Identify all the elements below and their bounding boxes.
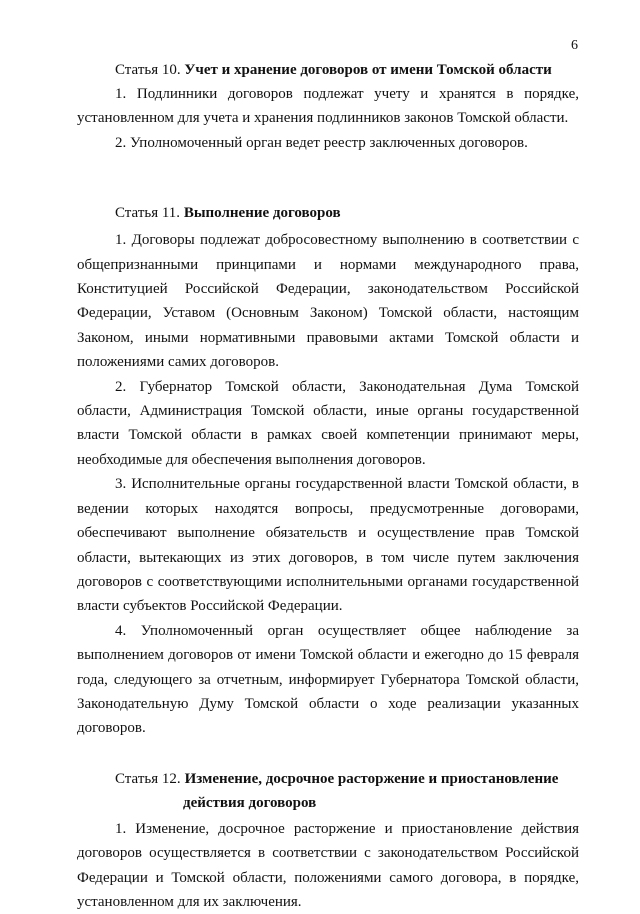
section-spacer xyxy=(77,155,579,201)
article-title: Изменение, досрочное расторжение и приостановление xyxy=(184,770,559,787)
document-body xyxy=(77,58,579,914)
page-number: 6 xyxy=(571,38,578,53)
paragraph: 1. Изменение, досрочное расторжение и приостановление действия договоров осуществляется в соответствии с законодательством Российской Федерации и Томской области, положениями самого договора, в порядке, установленном для их заключения. xyxy=(77,820,579,910)
section-spacer xyxy=(77,741,579,767)
article-title-continuation: действия договоров xyxy=(183,794,317,811)
paragraph: 2. Уполномоченный орган ведет реестр заключенных договоров. xyxy=(115,134,528,151)
article-number: Статья 11. xyxy=(115,205,181,222)
article-12 xyxy=(77,767,579,914)
article-heading xyxy=(77,767,579,791)
article-10 xyxy=(77,58,579,155)
paragraph: 1. Договоры подлежат добросовестному выполнению в соответствии с общепризнанными принципами и нормами международного права, Конституцией Российской Федерации, законодательством Российской Федерации, Уставом (Основным Законом) Томской области, настоящим Законом, иными нормативными правовыми актами Томской области и положениями самих договоров. xyxy=(77,232,579,371)
paragraph: 1. Подлинники договоров подлежат учету и хранятся в порядке, установленном для учета и хранения подлинников законов Томской области. xyxy=(77,86,579,127)
paragraph: 3. Исполнительные органы государственной власти Томской области, в ведении которых находятся вопросы, предусмотренные договорами, обеспечивают выполнение обязательств и осуществление прав Томской области, вытекающих из этих договоров, в том числе путем заключения договоров с соответствующими исполнительными органами государственной власти субъектов Российской Федерации. xyxy=(77,476,579,615)
article-11 xyxy=(77,201,579,741)
article-number: Статья 10. xyxy=(115,62,181,78)
article-heading xyxy=(77,201,579,225)
paragraph: 2. Губернатор Томской области, Законодательная Дума Томской области, Администрация Томской области, иные органы государственной власти Томской области в рамках своей компетенции принимают меры, необходимые для обеспечения выполнения договоров. xyxy=(77,378,579,468)
paragraph: 4. Уполномоченный орган осуществляет общее наблюдение за выполнением договоров от имени Томской области и ежегодно до 15 февраля года, следующего за отчетным, информирует Губернатора Томской области, Законодательную Думу Томской области о ходе реализации указанных договоров. xyxy=(77,622,579,737)
article-title: Выполнение договоров xyxy=(183,205,341,222)
article-number: Статья 12. xyxy=(115,770,181,787)
article-heading xyxy=(77,58,579,82)
article-title: Учет и хранение договоров от имени Томской области xyxy=(184,62,552,78)
